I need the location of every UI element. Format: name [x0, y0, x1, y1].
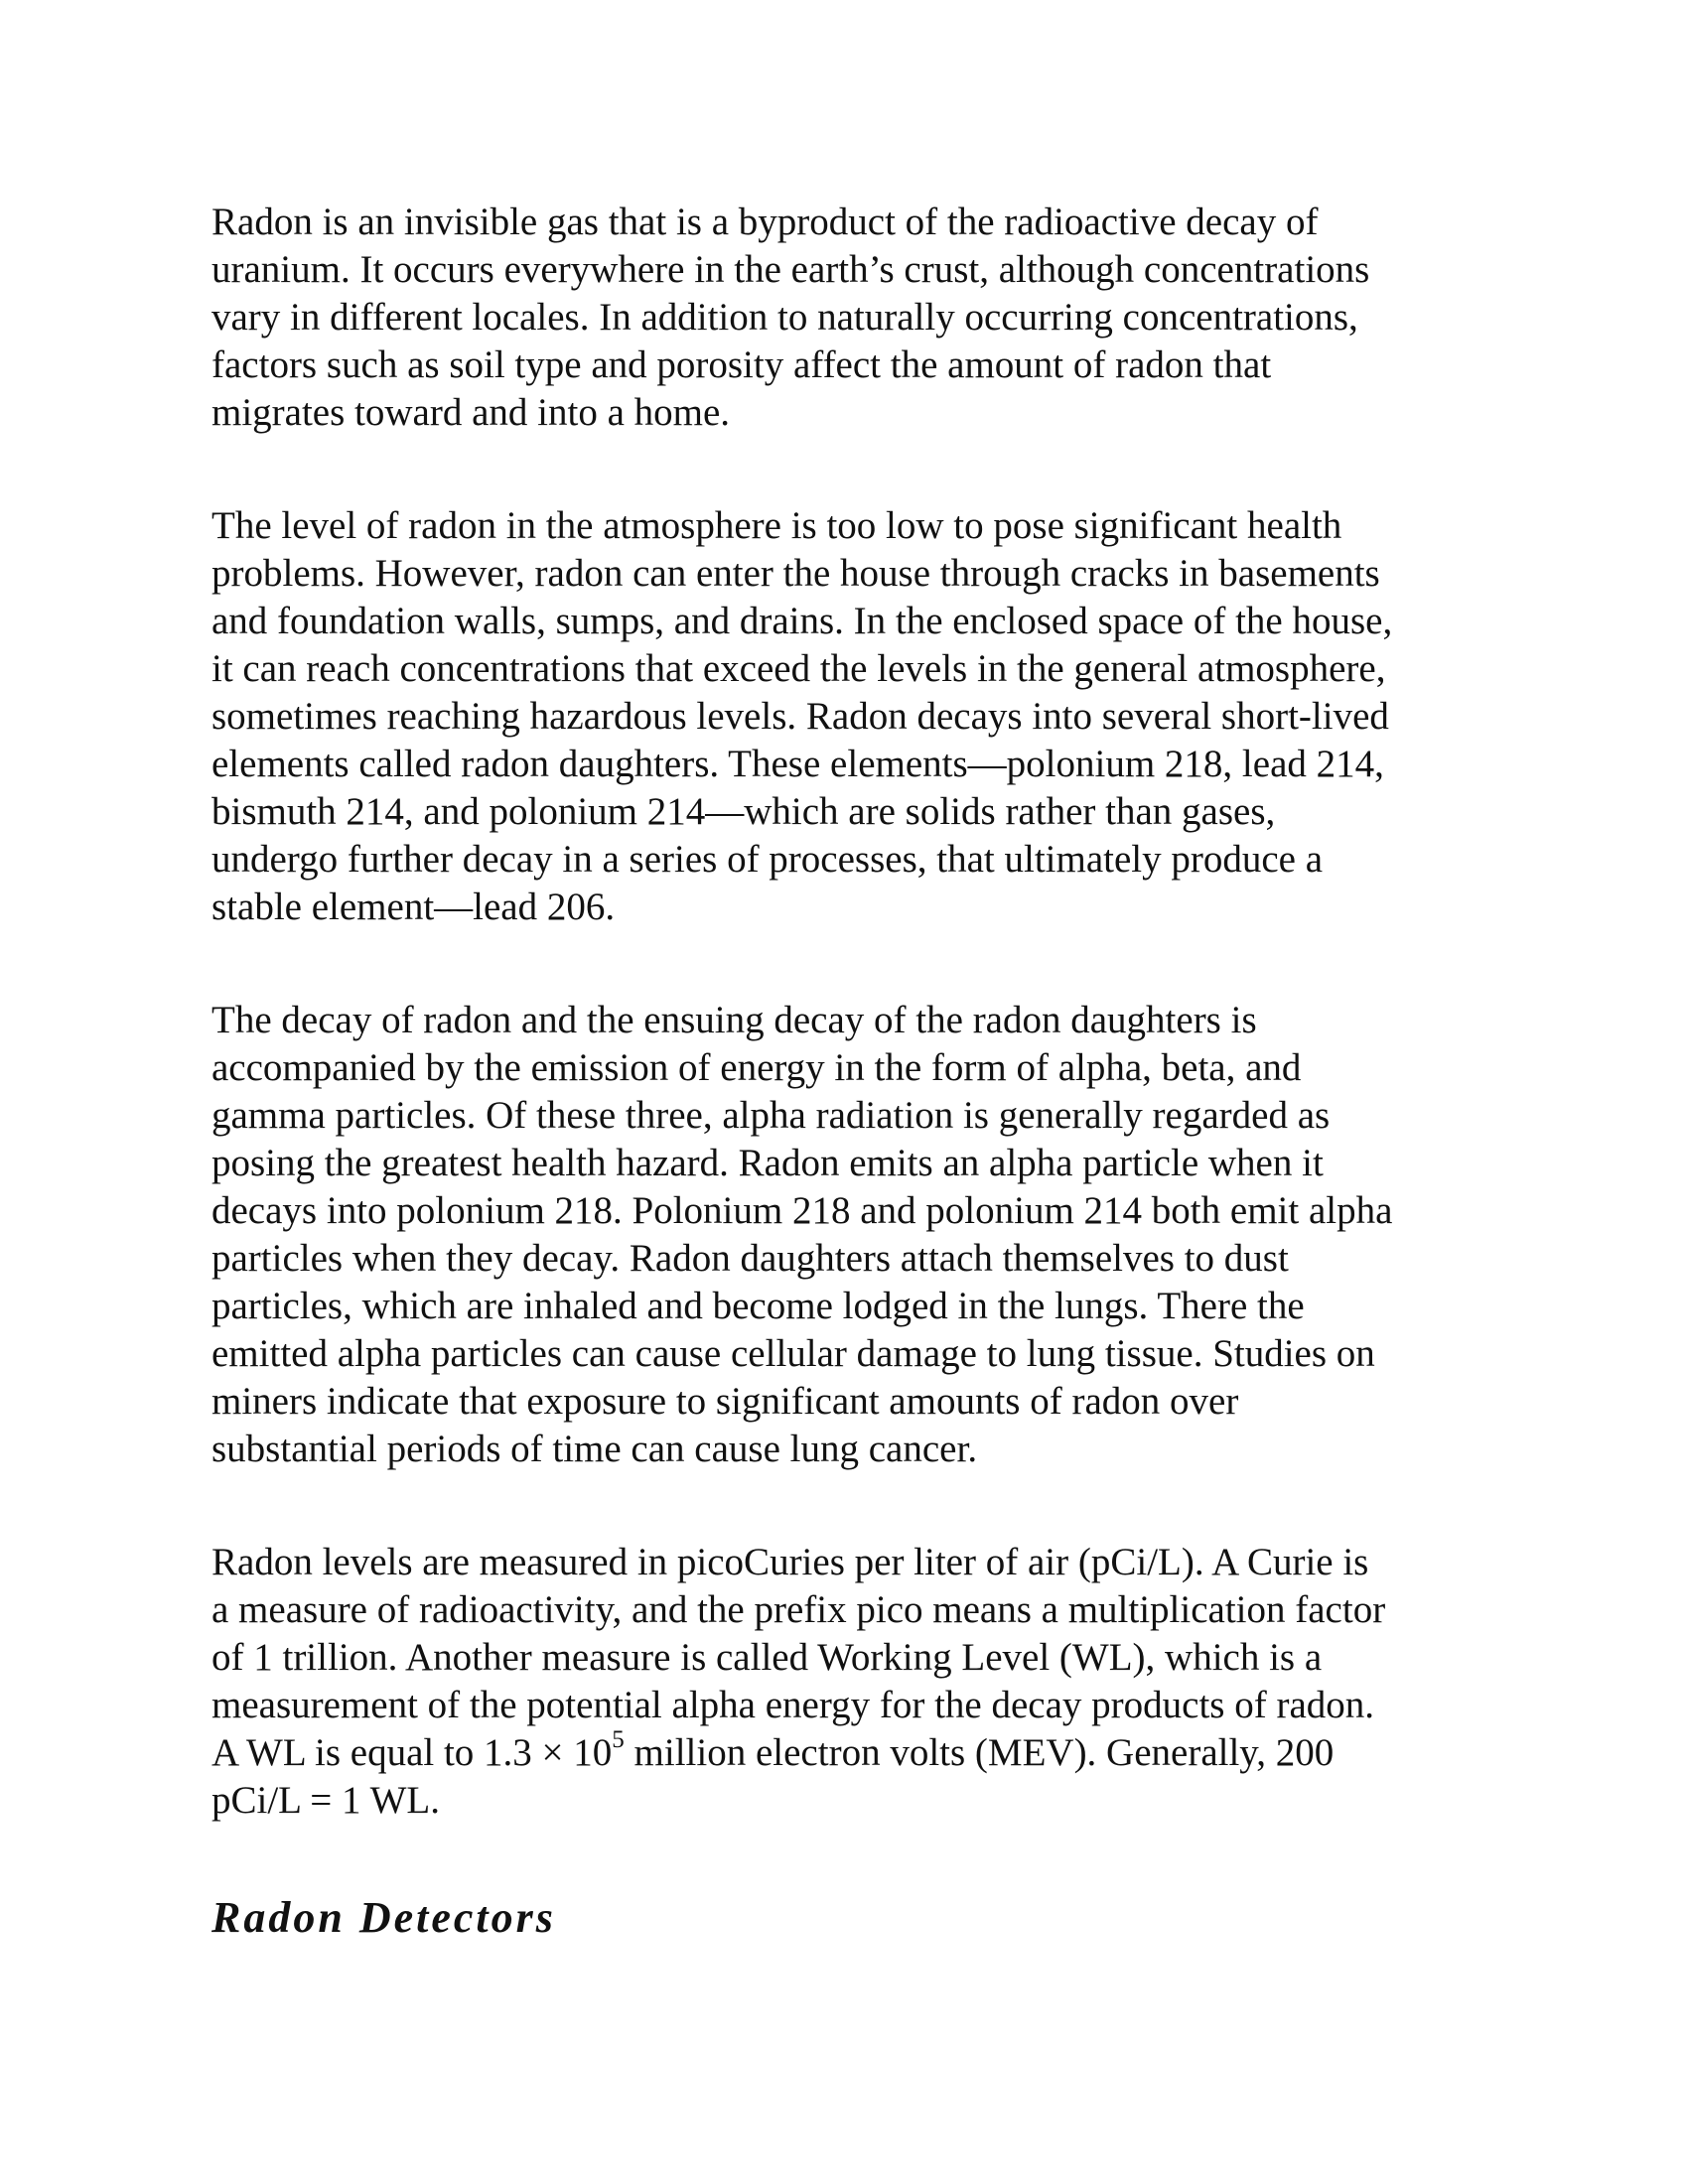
paragraph-radon-entry: [211, 502, 1502, 931]
text-line: pCi/L = 1 WL.: [211, 1779, 440, 1822]
text-line: sometimes reaching hazardous levels. Radon decays into several short-lived: [211, 695, 1389, 738]
text-line: The level of radon in the atmosphere is too low to pose significant health: [211, 504, 1342, 547]
text-line: posing the greatest health hazard. Radon emits an alpha particle when it: [211, 1142, 1324, 1184]
text-line: and foundation walls, sumps, and drains. In the enclosed space of the house,: [211, 600, 1393, 642]
text-line: elements called radon daughters. These elements—polonium 218, lead 214,: [211, 743, 1384, 785]
text-line: emitted alpha particles can cause cellular damage to lung tissue. Studies on: [211, 1332, 1375, 1375]
text-line: Radon is an invisible gas that is a byproduct of the radioactive decay of: [211, 201, 1319, 243]
text-line: vary in different locales. In addition to naturally occurring concentrations,: [211, 296, 1358, 339]
wl-text-after: million electron volts (MEV). Generally, 200: [624, 1731, 1335, 1774]
text-line: a measure of radioactivity, and the prefix pico means a multiplication factor: [211, 1588, 1386, 1631]
text-line: problems. However, radon can enter the house through cracks in basements: [211, 552, 1380, 595]
text-line: Radon levels are measured in picoCuries per liter of air (pCi/L). A Curie is: [211, 1541, 1369, 1583]
text-line: substantial periods of time can cause lung cancer.: [211, 1428, 978, 1470]
paragraph-radon-measurement: [211, 1539, 1502, 1825]
text-line: The decay of radon and the ensuing decay of the radon daughters is: [211, 999, 1257, 1041]
text-line: undergo further decay in a series of processes, that ultimately produce a: [211, 838, 1324, 881]
wl-text-before: A WL is equal to 1.3 × 10: [211, 1731, 613, 1774]
paragraph-radon-origin: [211, 199, 1502, 437]
document-page: [211, 199, 1502, 1946]
text-line: miners indicate that exposure to significant amounts of radon over: [211, 1380, 1239, 1423]
text-line: it can reach concentrations that exceed the levels in the general atmosphere,: [211, 647, 1386, 690]
text-line: uranium. It occurs everywhere in the earth’s crust, although concentrations: [211, 248, 1370, 291]
section-heading: Radon Detectors: [211, 1893, 556, 1942]
text-line: measurement of the potential alpha energy for the decay products of radon.: [211, 1684, 1375, 1726]
text-line: particles when they decay. Radon daughters attach themselves to dust: [211, 1237, 1289, 1280]
exponent-superscript: 5: [612, 1726, 625, 1753]
text-line: of 1 trillion. Another measure is called Working Level (WL), which is a: [211, 1636, 1323, 1679]
text-line: migrates toward and into a home.: [211, 391, 731, 434]
paragraph-radon-decay-health: [211, 997, 1502, 1473]
text-line: accompanied by the emission of energy in the form of alpha, beta, and: [211, 1046, 1302, 1089]
text-line: factors such as soil type and porosity affect the amount of radon that: [211, 343, 1272, 386]
text-line: decays into polonium 218. Polonium 218 and polonium 214 both emit alpha: [211, 1189, 1393, 1232]
text-line: particles, which are inhaled and become lodged in the lungs. There the: [211, 1285, 1305, 1327]
text-line: stable element—lead 206.: [211, 886, 616, 928]
text-line: gamma particles. Of these three, alpha radiation is generally regarded as: [211, 1094, 1331, 1137]
working-level-line: [211, 1726, 1502, 1777]
text-line: bismuth 214, and polonium 214—which are solids rather than gases,: [211, 790, 1276, 833]
